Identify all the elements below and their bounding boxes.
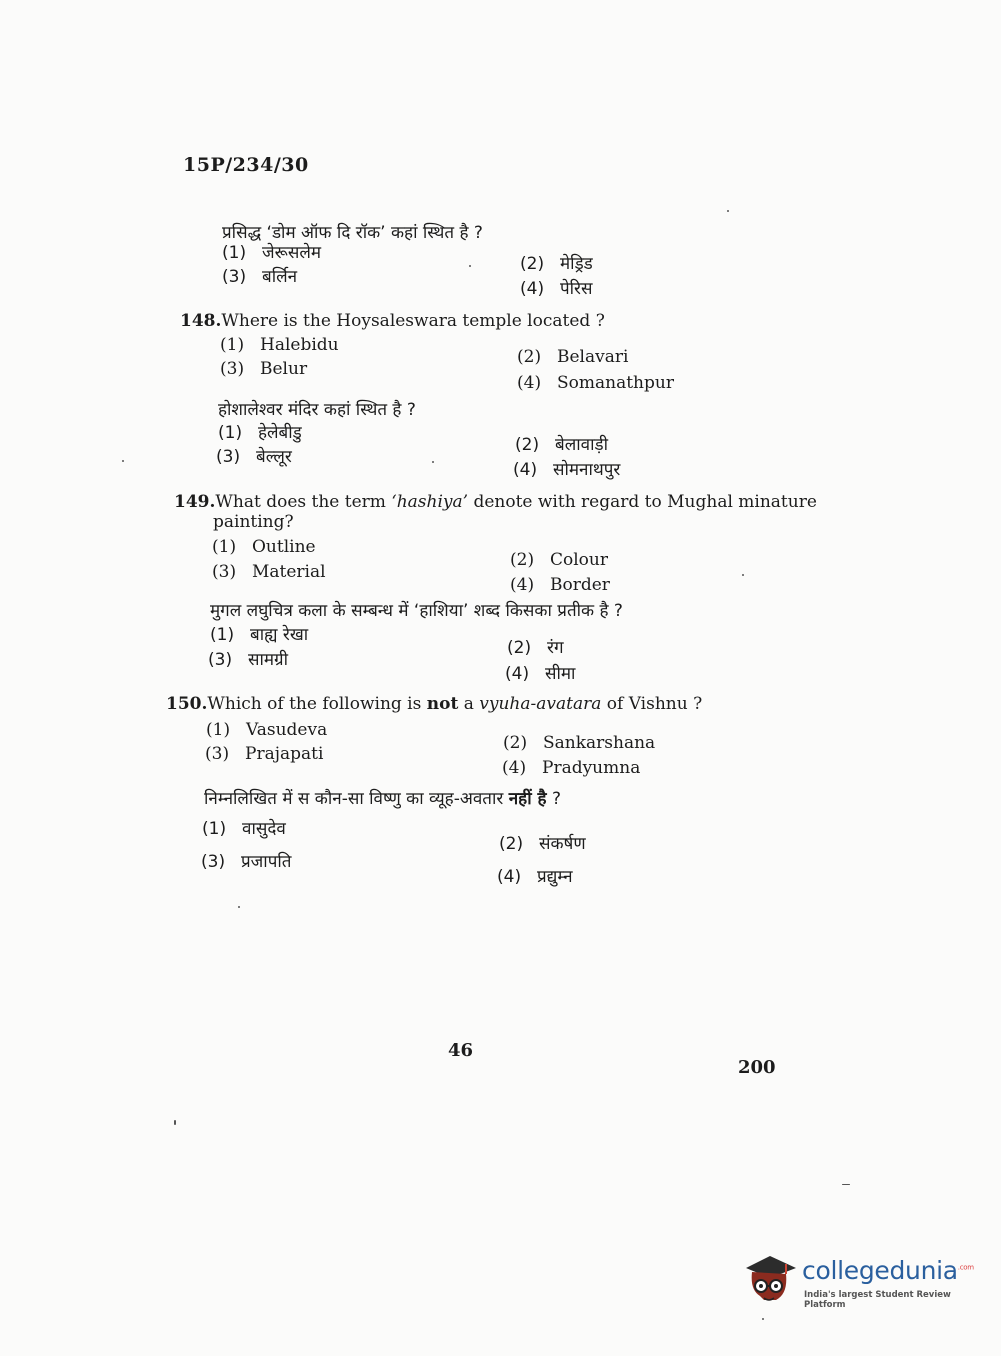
q150-hindi-text: निम्नलिखित में स कौन-सा विष्णु का व्यूह-अवतार नहीं है ? <box>204 789 561 809</box>
q147-hi-option-3: (3) बर्लिन <box>222 267 298 287</box>
collegedunia-wordmark: collegedunia$^{.com}$ <box>802 1256 974 1285</box>
q148-question: 148.Where is the Hoysaleswara temple located ? <box>180 311 605 331</box>
q149-question: 149.What does the term ‘hashiya’ denote with regard to Mughal minature <box>174 492 817 512</box>
q149-hi-option-3: (3) सामग्री <box>208 650 289 670</box>
q149-question-line2: painting? <box>213 512 294 532</box>
q150-hi-option-2: (2) संकर्षण <box>499 834 586 854</box>
q148-option-3: (3) Belur <box>220 359 308 379</box>
q150-option-1: (1) Vasudeva <box>206 720 328 740</box>
q149-option-2: (2) Colour <box>510 550 608 570</box>
q147-hindi-text: प्रसिद्ध ‘डोम ऑफ दि रॉक’ कहां स्थित है ? <box>222 223 483 243</box>
q149-hi-option-2: (2) रंग <box>507 638 564 658</box>
q148-option-4: (4) Somanathpur <box>517 373 674 393</box>
scan-speck <box>842 1184 850 1185</box>
q148-hindi-text: होशालेश्वर मंदिर कहां स्थित है ? <box>218 400 416 420</box>
q150-question: 150.Which of the following is not a vyuha-avatara of Vishnu ? <box>166 694 703 714</box>
page-number: 46 <box>448 1040 474 1061</box>
q148-option-2: (2) Belavari <box>517 347 629 367</box>
q149-hi-option-1: (1) बाह्य रेखा <box>210 625 309 645</box>
collegedunia-logo <box>742 1250 972 1310</box>
scan-speck <box>469 265 471 267</box>
q150-hi-option-4: (4) प्रद्युम्न <box>497 867 573 887</box>
q148-hi-option-3: (3) बेल्लूर <box>216 447 292 467</box>
q150-option-3: (3) Prajapati <box>205 744 324 764</box>
q149-hindi-text: मुगल लघुचित्र कला के सम्बन्ध में ‘हाशिया’ शब्द किसका प्रतीक है ? <box>210 601 623 621</box>
scan-speck <box>742 574 744 576</box>
q148-hi-option-4: (4) सोमनाथपुर <box>513 460 621 480</box>
q150-option-2: (2) Sankarshana <box>503 733 656 753</box>
scan-speck <box>762 1318 764 1320</box>
page-total: 200 <box>738 1057 776 1078</box>
graduate-mascot-icon <box>742 1250 798 1308</box>
collegedunia-tagline: India's largest Student Review Platform <box>804 1290 951 1310</box>
q147-hi-option-1: (1) जेरूसलेम <box>222 243 322 263</box>
q149-option-1: (1) Outline <box>212 537 316 557</box>
q149-option-3: (3) Material <box>212 562 326 582</box>
q149-option-4: (4) Border <box>510 575 610 595</box>
q148-hi-option-1: (1) हेलेबीडु <box>218 423 302 443</box>
q150-hi-option-1: (1) वासुदेव <box>202 819 286 839</box>
scan-speck <box>238 906 240 908</box>
q150-hi-option-3: (3) प्रजापति <box>201 852 292 872</box>
scan-speck <box>174 1120 176 1125</box>
scan-speck <box>432 461 434 463</box>
paper-code: 15P/234/30 <box>183 154 309 176</box>
q147-hi-option-2: (2) मेड्रिड <box>520 254 593 274</box>
q148-hi-option-2: (2) बेलावाड़ी <box>515 435 608 455</box>
scan-speck <box>122 460 124 462</box>
q149-hi-option-4: (4) सीमा <box>505 664 576 684</box>
scan-speck <box>727 210 729 212</box>
q148-option-1: (1) Halebidu <box>220 335 339 355</box>
q150-option-4: (4) Pradyumna <box>502 758 641 778</box>
q147-hi-option-4: (4) पेरिस <box>520 279 593 299</box>
